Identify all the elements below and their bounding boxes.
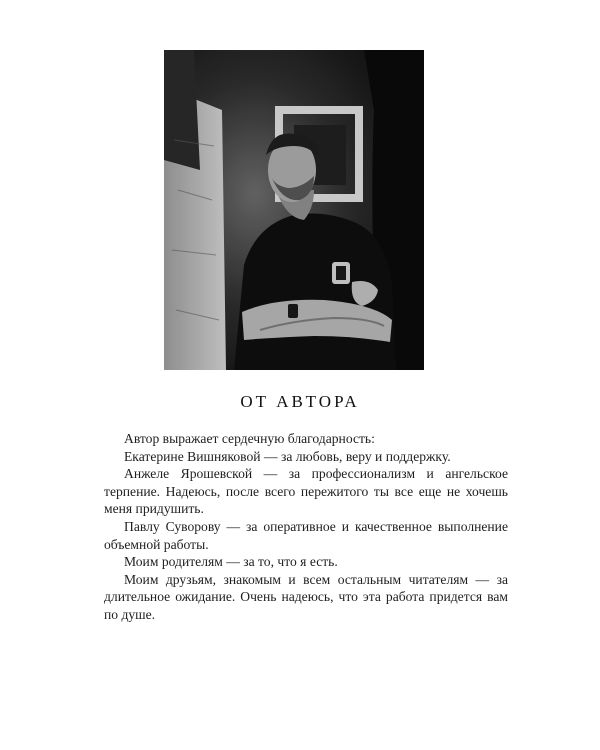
paragraph: Автор выражает сердечную благодарность:	[124, 431, 375, 446]
paragraph: Павлу Суворову — за оперативное и качественное выполнение объемной работы.	[104, 518, 508, 552]
paragraph: Моим друзьям, знакомым и всем остальным читателям — за длительное ожидание. Очень надеюсь, что эта работа придется вам по душе.	[104, 571, 508, 622]
author-photo	[164, 50, 424, 370]
paragraph: Анжеле Ярошевской — за профессионализм и ангельское терпение. Надеюсь, после всего пережитого ты все еще не хочешь меня придушить.	[104, 466, 508, 517]
paragraph: Моим родителям — за то, что я есть.	[124, 554, 338, 570]
page-title: ОТ АВТОРА	[240, 392, 360, 411]
paragraph: Екатерине Вишняковой — за любовь, веру и поддержку.	[124, 448, 451, 464]
acknowledgements-text	[104, 430, 508, 624]
